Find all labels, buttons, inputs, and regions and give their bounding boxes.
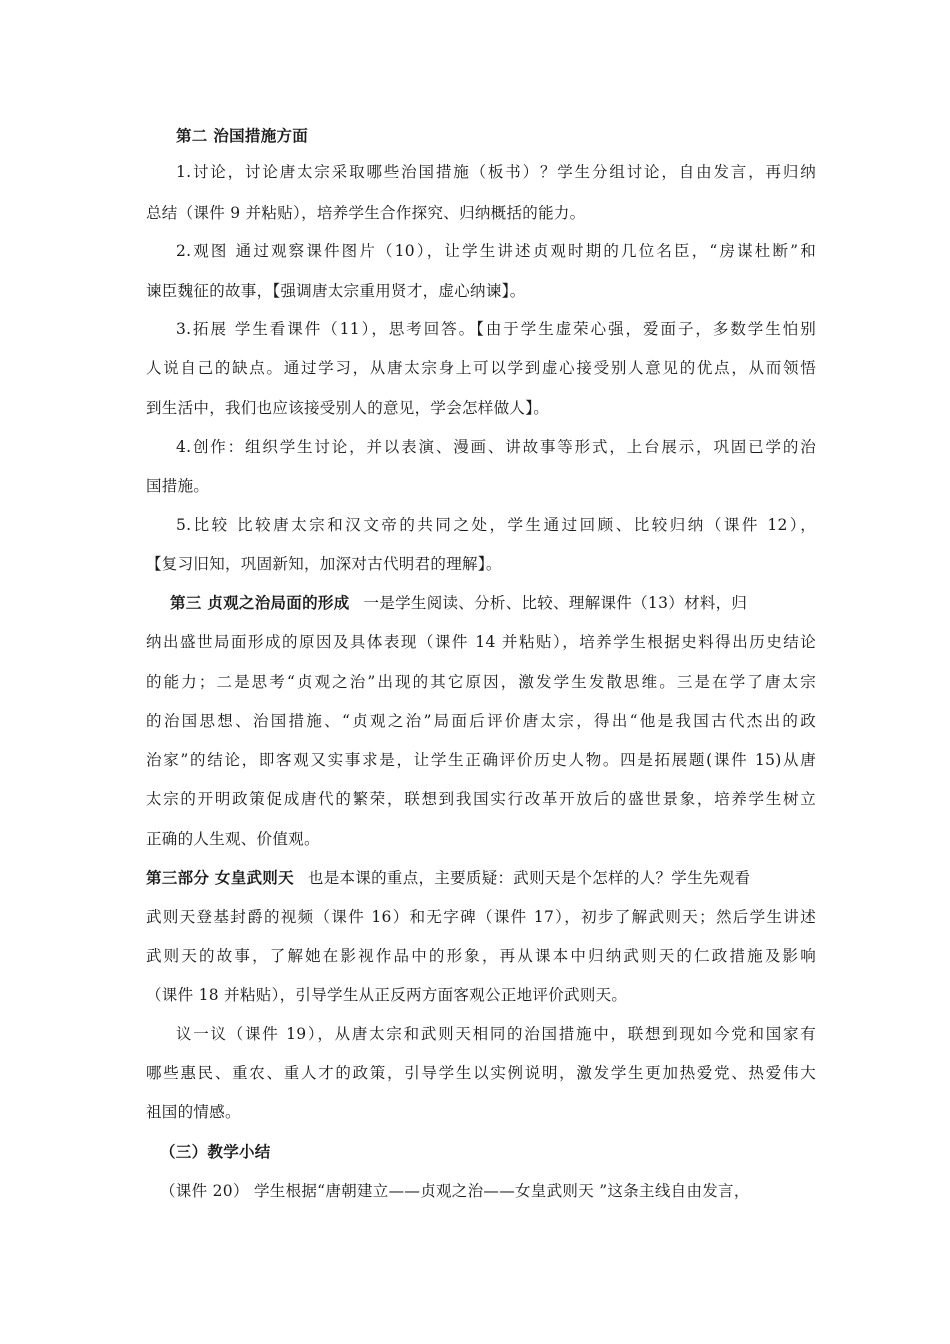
section-heading-summary: （三）教学小结 [160, 1142, 271, 1161]
paragraph-line: 谏臣魏征的故事，【强调唐太宗重用贤才，虚心纳谏】。 [146, 282, 526, 300]
section-heading-governance: 第二 治国措施方面 [176, 126, 309, 145]
paragraph-line: 太宗的开明政策促成唐代的繁荣，联想到我国实行改革开放后的盛世景象，培养学生树立 [146, 790, 816, 808]
paragraph-line: 总结（课件 9 并粘贴），培养学生合作探究、归纳概括的能力。 [146, 204, 586, 222]
paragraph-line: 5.比较 比较唐太宗和汉文帝的共同之处，学生通过回顾、比较归纳（课件 12）， [176, 516, 816, 534]
paragraph-line: （课件 20） 学生根据“唐朝建立——贞观之治——女皇武则天 ”这条主线自由发言， [160, 1182, 750, 1200]
paragraph-line: 的治国思想、治国措施、“贞观之治”局面后评价唐太宗，得出“他是我国古代杰出的政 [146, 712, 816, 730]
paragraph-line: 人说自己的缺点。通过学习，从唐太宗身上可以学到虚心接受别人意见的优点，从而领悟 [146, 359, 816, 377]
paragraph-line: （课件 18 并粘贴），引导学生从正反两方面客观公正地评价武则天。 [146, 986, 628, 1004]
paragraph-line: 议一议（课件 19），从唐太宗和武则天相同的治国措施中，联想到现如今党和国家有 [176, 1025, 816, 1043]
paragraph-line: 治家”的结论，即客观又实事求是，让学生正确评价历史人物。四是拓展题(课件 15)从唐 [146, 751, 816, 769]
paragraph-line: 到生活中，我们也应该接受别人的意见，学会怎样做人】。 [146, 399, 550, 417]
paragraph-line: 哪些惠民、重农、重人才的政策，引导学生以实例说明，激发学生更加热爱党、热爱伟大 [146, 1064, 816, 1082]
paragraph-line: 【复习旧知，巩固新知，加深对古代明君的理解】。 [146, 555, 502, 573]
paragraph-line: 也是本课的重点，主要质疑：武则天是个怎样的人？学生先观看 [307, 869, 751, 887]
paragraph-line: 的能力；二是思考“贞观之治”出现的其它原因，激发学生发散思维。三是在学了唐太宗 [146, 673, 816, 691]
section-heading-zhenguan [170, 592, 816, 614]
paragraph-line: 武则天登基封爵的视频（课件 16）和无字碑（课件 17），初步了解武则天；然后学生讲述 [146, 908, 816, 926]
section-heading-wuzetian [146, 867, 816, 889]
paragraph-line: 2.观图 通过观察课件图片（10），让学生讲述贞观时期的几位名臣，“房谋杜断”和 [176, 242, 816, 260]
paragraph-line: 正确的人生观、价值观。 [146, 830, 320, 848]
paragraph-line: 纳出盛世局面形成的原因及具体表现（课件 14 并粘贴），培养学生根据史料得出历史结论 [146, 633, 816, 651]
section-heading-label: 第三 贞观之治局面的形成 [170, 593, 350, 612]
paragraph-line: 1.讨论，讨论唐太宗采取哪些治国措施（板书）？学生分组讨论，自由发言，再归纳 [176, 163, 816, 181]
paragraph-line: 一是学生阅读、分析、比较、理解课件（13）材料，归 [363, 594, 748, 612]
paragraph-line: 3.拓展 学生看课件（11），思考回答。【由于学生虚荣心强，爱面子，多数学生怕别 [176, 320, 816, 338]
section-heading-label: 第三部分 女皇武则天 [146, 868, 294, 887]
paragraph-line: 国措施。 [146, 477, 210, 495]
paragraph-line: 4.创作：组织学生讨论，并以表演、漫画、讲故事等形式，上台展示，巩固已学的治 [176, 438, 816, 456]
paragraph-line: 武则天的故事，了解她在影视作品中的形象，再从课本中归纳武则天的仁政措施及影响 [146, 947, 816, 965]
paragraph-line: 祖国的情感。 [146, 1103, 241, 1121]
